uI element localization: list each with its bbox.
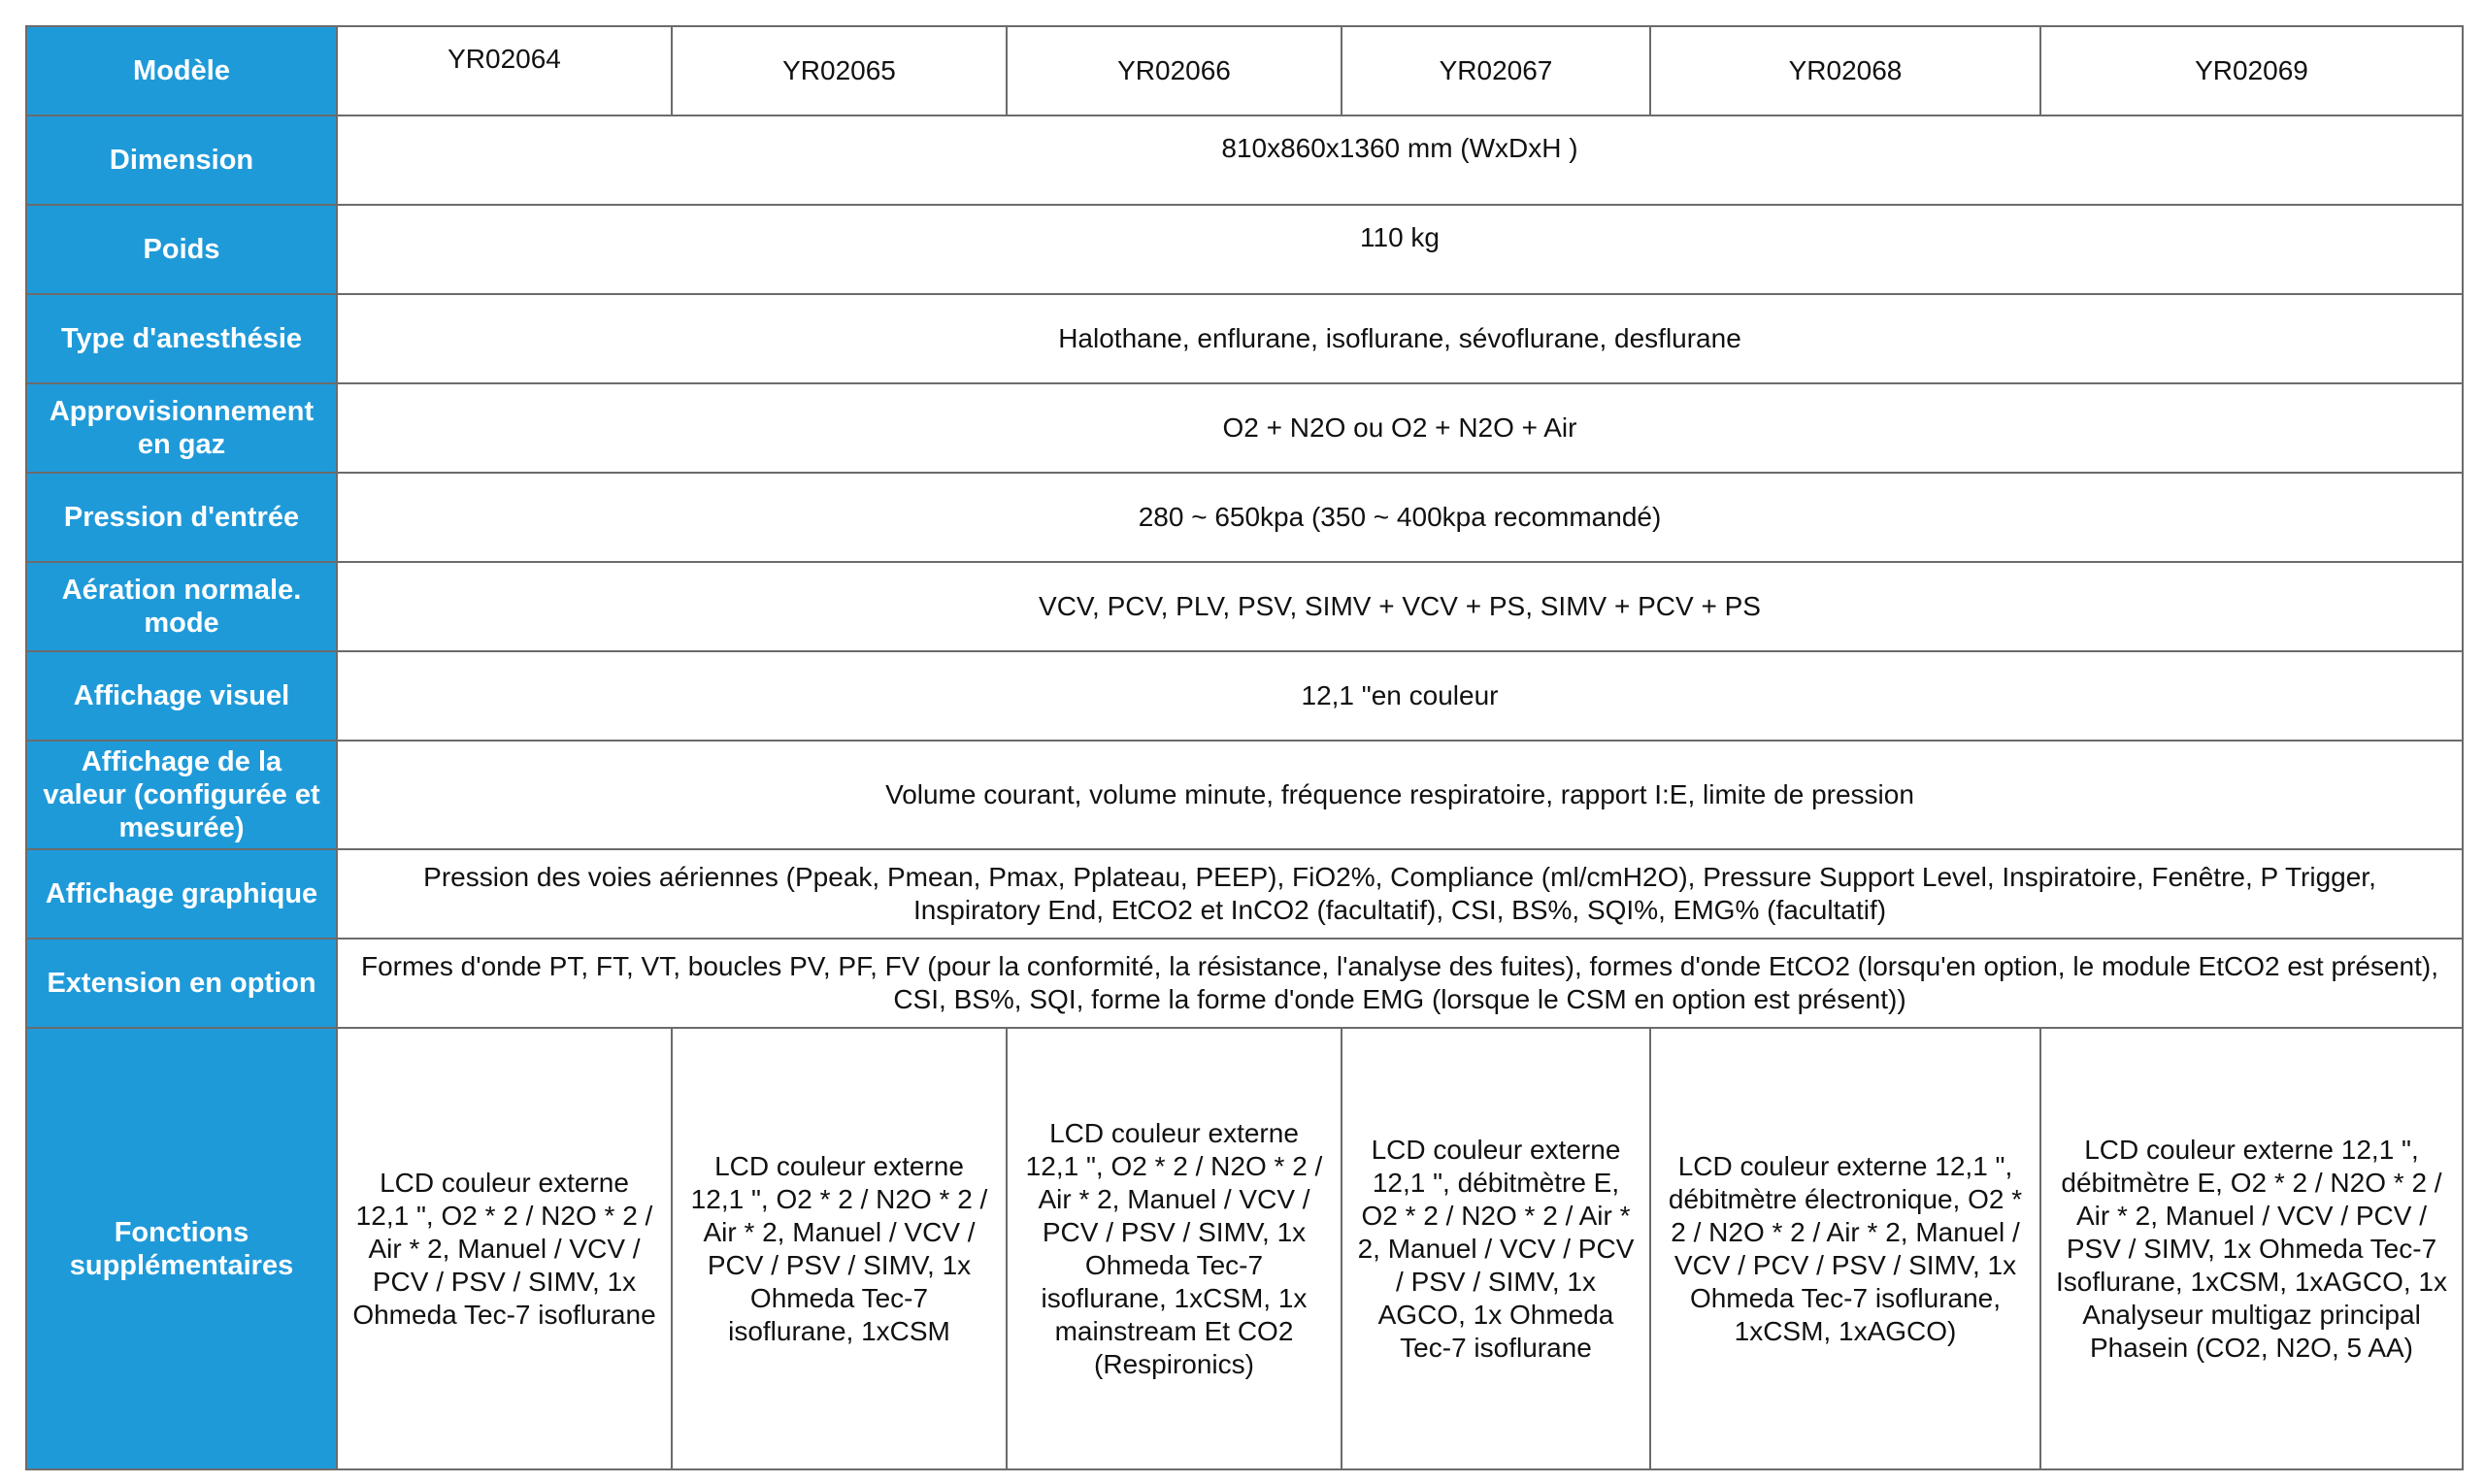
row-fonctions (26, 1028, 2463, 1469)
fonction-cell: LCD couleur externe 12,1 ", O2 * 2 / N2O * 2 / Air * 2, Manuel / VCV / PCV / PSV / SIMV, 1x Ohmeda Tec-7 isoflurane, 1xCSM, 1x mainstream Et CO2 (Respironics) (1007, 1028, 1342, 1469)
row-affichage-graphique (26, 849, 2463, 939)
row-modele (26, 26, 2463, 115)
model-cell: YR02067 (1342, 26, 1650, 115)
label-aeration: Aération normale. mode (26, 562, 337, 651)
fonction-cell: LCD couleur externe 12,1 ", O2 * 2 / N2O * 2 / Air * 2, Manuel / VCV / PCV / PSV / SIMV, 1x Ohmeda Tec-7 isoflurane (337, 1028, 672, 1469)
row-pression (26, 473, 2463, 562)
fonction-cell: LCD couleur externe 12,1 ", O2 * 2 / N2O * 2 / Air * 2, Manuel / VCV / PCV / PSV / SIMV, 1x Ohmeda Tec-7 isoflurane, 1xCSM (672, 1028, 1007, 1469)
fonction-cell: LCD couleur externe 12,1 ", débitmètre E, O2 * 2 / N2O * 2 / Air * 2, Manuel / VCV / PCV / PSV / SIMV, 1x Ohmeda Tec-7 Isoflurane, 1xCSM, 1xAGCO, 1x Analyseur multigaz principal Phasein (CO2, N2O, 5 AA) (2040, 1028, 2463, 1469)
value-dimension: 810x860x1360 mm (WxDxH ) (337, 115, 2463, 205)
row-type-anesthesie (26, 294, 2463, 383)
label-fonctions: Fonctions supplémentaires (26, 1028, 337, 1469)
row-approvisionnement (26, 383, 2463, 473)
value-affichage-graphique: Pression des voies aériennes (Ppeak, Pmean, Pmax, Pplateau, PEEP), FiO2%, Compliance (ml/cmH2O), Pressure Support Level, Inspiratoire, Fenêtre, P Trigger, Inspiratory End, EtCO2 et InCO2 (facultatif), CSI, BS%, SQI%, EMG% (facultatif) (337, 849, 2463, 939)
label-extension: Extension en option (26, 939, 337, 1028)
value-affichage-valeur: Volume courant, volume minute, fréquence respiratoire, rapport I:E, limite de pression (337, 741, 2463, 849)
label-modele: Modèle (26, 26, 337, 115)
label-affichage-graphique: Affichage graphique (26, 849, 337, 939)
value-extension: Formes d'onde PT, FT, VT, boucles PV, PF, FV (pour la conformité, la résistance, l'analyse des fuites), formes d'onde EtCO2 (lorsqu'en option, le module EtCO2 est présent), CSI, BS%, SQI, forme la forme d'onde EMG (lorsque le CSM en option est présent)) (337, 939, 2463, 1028)
model-cell: YR02064 (337, 26, 672, 115)
fonction-cell: LCD couleur externe 12,1 ", débitmètre électronique, O2 * 2 / N2O * 2 / Air * 2, Manuel / VCV / PCV / PSV / SIMV, 1x Ohmeda Tec-7 isoflurane, 1xCSM, 1xAGCO) (1650, 1028, 2040, 1469)
label-pression: Pression d'entrée (26, 473, 337, 562)
value-type-anesthesie: Halothane, enflurane, isoflurane, sévoflurane, desflurane (337, 294, 2463, 383)
fonction-cell: LCD couleur externe 12,1 ", débitmètre E, O2 * 2 / N2O * 2 / Air * 2, Manuel / VCV / PCV / PSV / SIMV, 1x AGCO, 1x Ohmeda Tec-7 isoflurane (1342, 1028, 1650, 1469)
value-poids: 110 kg (337, 205, 2463, 294)
row-affichage-visuel (26, 651, 2463, 741)
label-dimension: Dimension (26, 115, 337, 205)
label-poids: Poids (26, 205, 337, 294)
label-affichage-valeur: Affichage de la valeur (configurée et mesurée) (26, 741, 337, 849)
model-cell: YR02069 (2040, 26, 2463, 115)
label-affichage-visuel: Affichage visuel (26, 651, 337, 741)
value-affichage-visuel: 12,1 "en couleur (337, 651, 2463, 741)
row-extension (26, 939, 2463, 1028)
label-type-anesthesie: Type d'anesthésie (26, 294, 337, 383)
spec-table (25, 25, 2464, 1470)
value-approvisionnement: O2 + N2O ou O2 + N2O + Air (337, 383, 2463, 473)
row-poids (26, 205, 2463, 294)
value-pression: 280 ~ 650kpa (350 ~ 400kpa recommandé) (337, 473, 2463, 562)
model-cell: YR02065 (672, 26, 1007, 115)
model-cell: YR02068 (1650, 26, 2040, 115)
model-cell: YR02066 (1007, 26, 1342, 115)
value-aeration: VCV, PCV, PLV, PSV, SIMV + VCV + PS, SIMV + PCV + PS (337, 562, 2463, 651)
row-affichage-valeur (26, 741, 2463, 849)
row-dimension (26, 115, 2463, 205)
label-approvisionnement: Approvisionnement en gaz (26, 383, 337, 473)
row-aeration (26, 562, 2463, 651)
